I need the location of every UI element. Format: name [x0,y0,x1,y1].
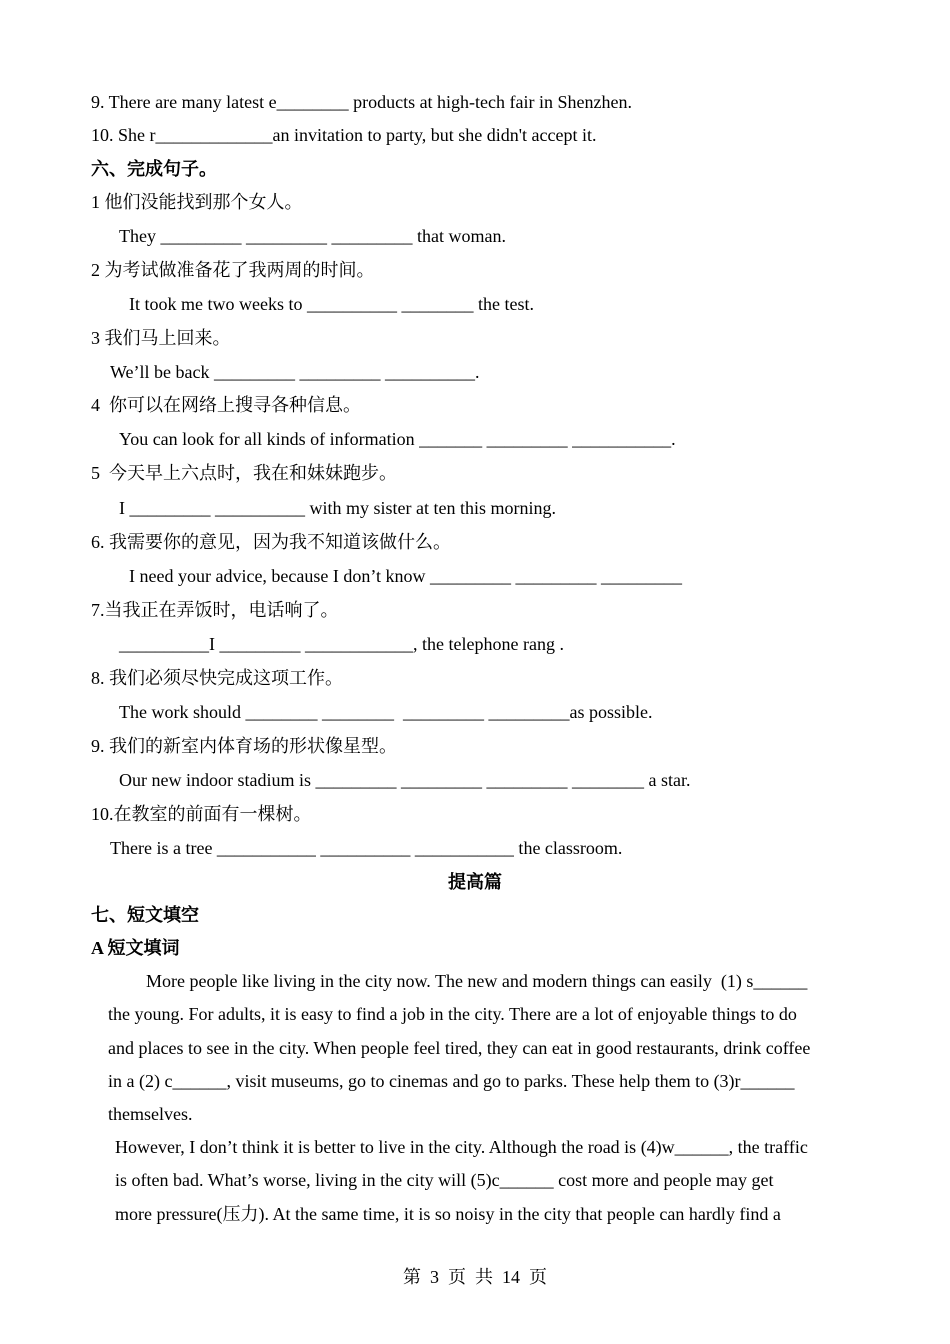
item-1-chinese: 1 他们没能找到那个女人。 [91,192,303,212]
item-9-english: Our new indoor stadium is _________ _________ _________ ________ a star. [119,770,691,790]
item-2-english: It took me two weeks to __________ ________ the test. [129,294,534,314]
section-a-heading: A 短文填词 [91,938,180,958]
item-7-english: __________I _________ ____________, the telephone rang . [119,634,564,654]
passage-line-2: the young. For adults, it is easy to find a job in the city. There are a lot of enjoyable things to do [108,1004,797,1024]
item-2-chinese: 2 为考试做准备花了我两周的时间。 [91,260,375,280]
item-10-chinese: 10.在教室的前面有一棵树。 [91,804,312,824]
item-7-chinese: 7.当我正在弄饭时，电话响了。 [91,600,339,620]
passage-line-8: more pressure(压力). At the same time, it is so noisy in the city that people can hardly find a [115,1204,781,1224]
item-5-chinese: 5 今天早上六点时，我在和妹妹跑步。 [91,463,397,483]
section-7-heading: 七、短文填空 [91,905,199,925]
item-6-english: I need your advice, because I don’t know _________ _________ _________ [129,566,683,586]
section-6-heading: 六、完成句子。 [91,159,217,179]
item-9-chinese: 9. 我们的新室内体育场的形状像星型。 [91,736,397,756]
question-10-line: 10. She r_____________an invitation to party, but she didn't accept it. [91,125,597,145]
passage-line-5: themselves. [108,1104,193,1124]
passage-line-7: is often bad. What’s worse, living in the city will (5)c______ cost more and people may get [115,1170,774,1190]
question-9-line: 9. There are many latest e________ products at high-tech fair in Shenzhen. [91,92,632,112]
passage-line-3: and places to see in the city. When people feel tired, they can eat in good restaurants, drink coffee [108,1038,811,1058]
passage-line-6: However, I don’t think it is better to live in the city. Although the road is (4)w______, the traffic [115,1137,808,1157]
item-8-english: The work should ________ ________ _________ _________as possible. [119,702,653,722]
advanced-section-title: 提高篇 [448,872,502,892]
item-3-chinese: 3 我们马上回来。 [91,328,231,348]
item-10-english: There is a tree ___________ __________ ___________ the classroom. [110,838,623,858]
page-number-footer: 第 3 页 共 14 页 [403,1267,547,1287]
item-5-english: I _________ __________ with my sister at ten this morning. [119,498,556,518]
passage-line-4: in a (2) c______, visit museums, go to cinemas and go to parks. These help them to (3)r______ [108,1071,795,1091]
item-4-english: You can look for all kinds of information _______ _________ ___________. [119,429,676,449]
item-8-chinese: 8. 我们必须尽快完成这项工作。 [91,668,343,688]
item-6-chinese: 6. 我需要你的意见，因为我不知道该做什么。 [91,532,451,552]
item-3-english: We’ll be back _________ _________ __________. [110,362,480,382]
item-4-chinese: 4 你可以在网络上搜寻各种信息。 [91,395,361,415]
item-1-english: They _________ _________ _________ that woman. [119,226,506,246]
passage-line-1: More people like living in the city now. The new and modern things can easily (1) s______ [146,971,808,991]
